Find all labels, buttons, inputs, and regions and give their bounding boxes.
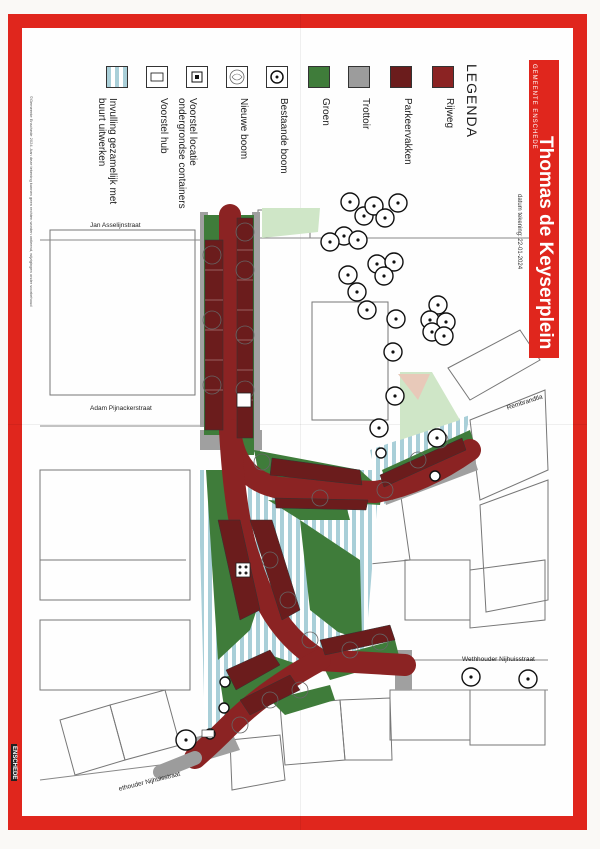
legend-label-parkeervakken: Parkeervakken [402,98,413,165]
legend-label-trottoir: Trottoir [360,98,371,130]
copyright-note: ©Gemeente Enschede 2024. Aan deze tekening kunnen geen rechten worden ontleend, wijzigingen onder voorbehoud [29,96,34,307]
legend-label-containers [176,98,198,218]
legend-swatch-groen [308,66,330,88]
legend-label-invulling [96,98,118,228]
street-label-asselijn: Jan Asselijnstraat [90,222,141,229]
drawing-date: datum tekening: 22-01-2024 [516,194,522,270]
legend-invulling-text: Invulling gezamelijk met buurt uitwerken [96,98,118,205]
brand-logo: GEMEENTE ENSCHEDE [531,64,537,150]
legend-label-nieuwe-boom: Nieuwe boom [238,98,249,160]
street-label-nijhuis-west: ethouder Nijhuisstraat [118,770,182,793]
legend-containers-text: Voorstel locatie ondergrondse containers [176,98,198,209]
title-banner [529,60,559,358]
hub-marker [202,730,214,737]
legend-heading: LEGENDA [464,64,480,138]
container-icon [186,66,208,88]
existing-tree-icon [266,66,288,88]
hub-icon [146,66,168,88]
street-label-pijnacker: Adam Pijnackerstraat [90,405,152,412]
street-label-rembrandt: Rembrandtla [506,393,544,412]
page-title: Thomas de Keyserplein [535,136,556,350]
legend-label-rijweg: Rijweg [444,98,455,129]
new-tree-icon [226,66,248,88]
hatch-pattern-icon [106,66,128,88]
legend-label-hub: Voorstel hub [158,98,169,154]
legend-label-groen: Groen [320,98,331,126]
street-label-nijhuis-east: Wethhouder Nijhuisstraat [462,656,535,663]
footer-logo: ENSCHEDE [11,746,17,780]
legend-swatch-trottoir [348,66,370,88]
legend-swatch-parkeervakken [390,66,412,88]
legend-swatch-rijweg [432,66,454,88]
legend-label-bestaande-boom: Bestaande boom [278,98,289,174]
